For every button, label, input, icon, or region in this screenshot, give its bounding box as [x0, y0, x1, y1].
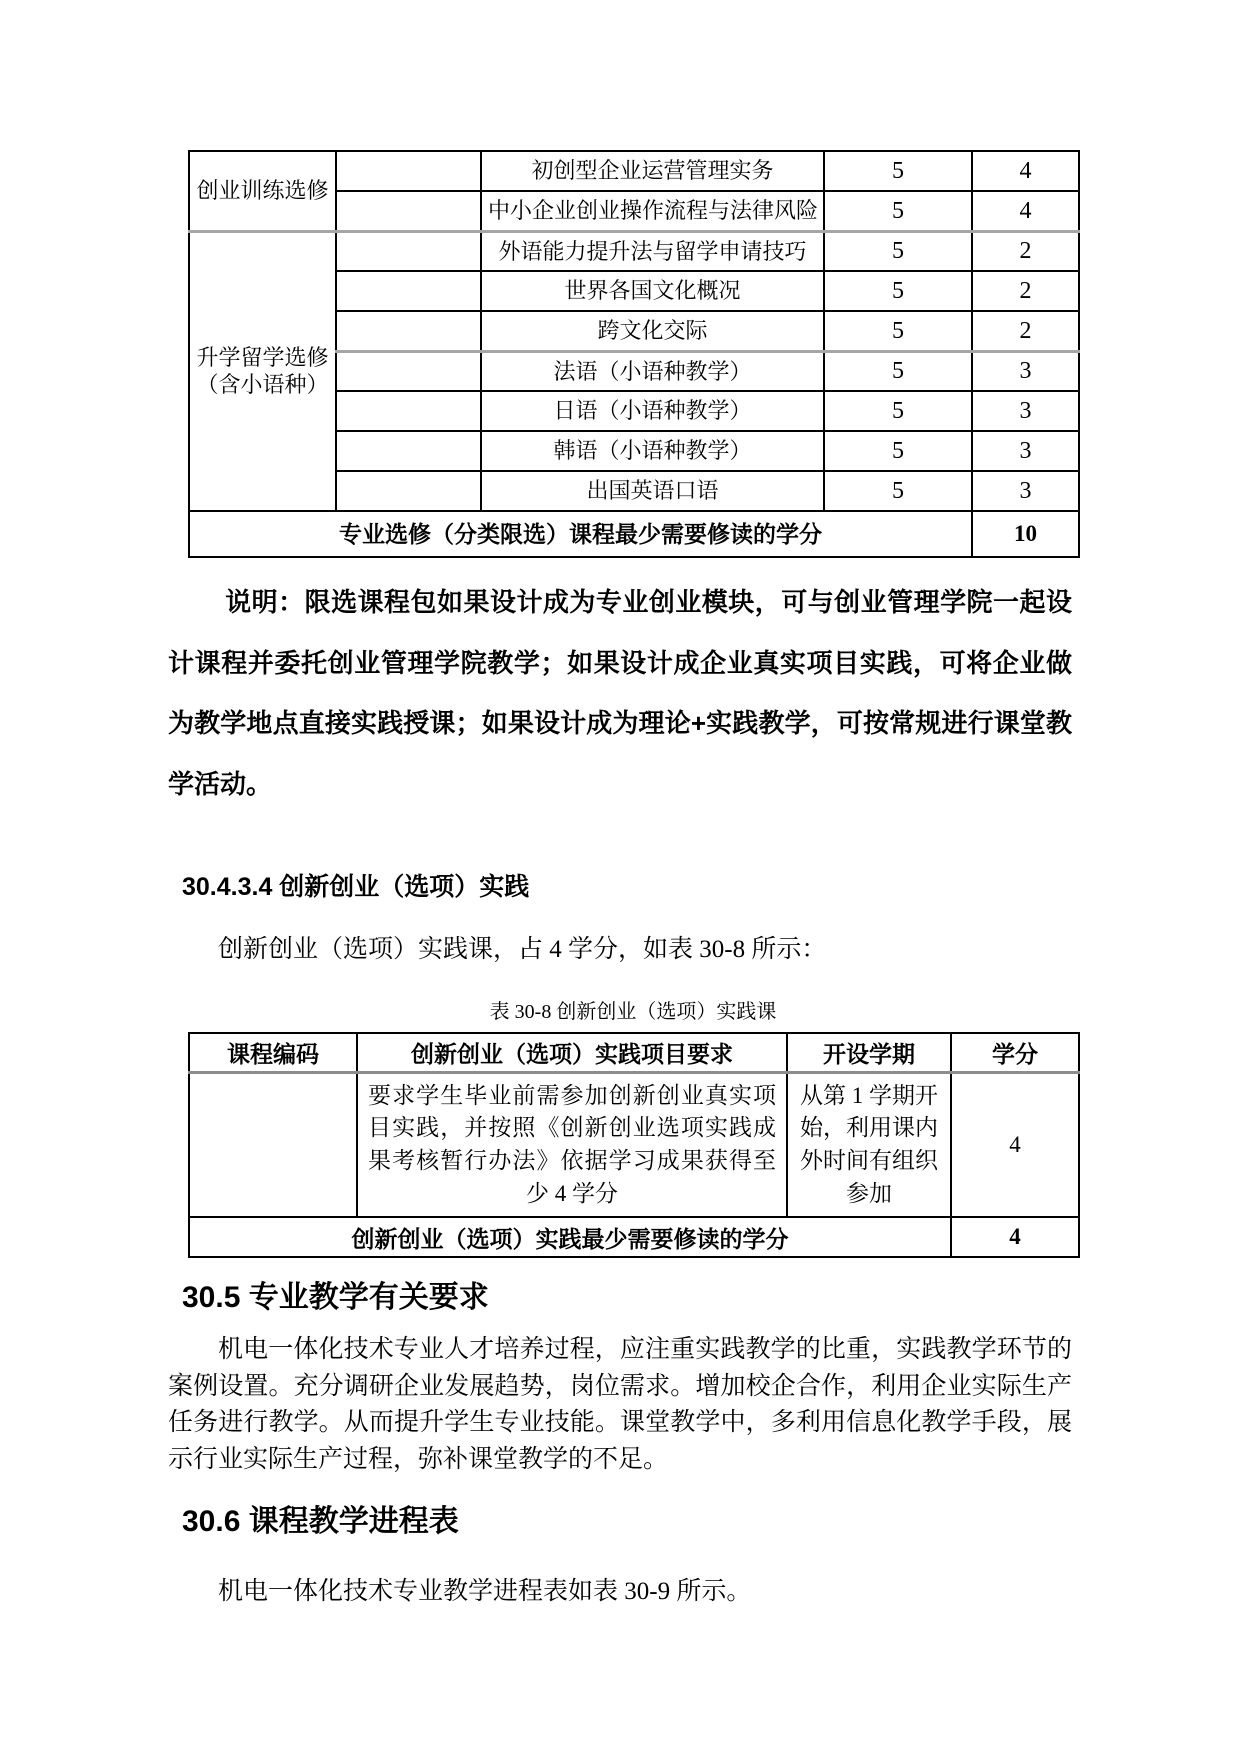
- course-semester: 5: [824, 391, 972, 431]
- table-header-row: [189, 1033, 1079, 1073]
- course-name: 日语（小语种教学）: [481, 391, 824, 431]
- min-credits-value: 4: [951, 1217, 1079, 1257]
- course-credits: 3: [972, 431, 1079, 471]
- schedule-intro-paragraph: 机电一体化技术专业教学进程表如表 30-9 所示。: [218, 1578, 752, 1606]
- header-requirement: 创新创业（选项）实践项目要求: [357, 1033, 787, 1073]
- course-name: 外语能力提升法与留学申请技巧: [481, 231, 824, 271]
- empty-cell: [336, 271, 481, 311]
- course-name: 出国英语口语: [481, 471, 824, 511]
- course-credits: 3: [972, 351, 1079, 391]
- course-group-label: 升学留学选修 （含小语种）: [189, 231, 336, 511]
- table-total-row: [189, 1217, 1079, 1257]
- course-semester: 5: [824, 231, 972, 271]
- semester-cell: 从第 1 学期开始，利用课内外时间有组织参加: [787, 1072, 951, 1217]
- empty-cell: [336, 431, 481, 471]
- practice-row: [189, 1072, 1079, 1217]
- course-semester: 5: [824, 351, 972, 391]
- course-row: [189, 231, 1079, 271]
- course-credits: 3: [972, 471, 1079, 511]
- header-semester: 开设学期: [787, 1033, 951, 1073]
- section-intro-paragraph: 创新创业（选项）实践课，占 4 学分，如表 30-8 所示：: [218, 936, 827, 964]
- course-group-label: 创业训练选修: [189, 151, 336, 231]
- empty-cell: [336, 151, 481, 191]
- course-credits: 2: [972, 271, 1079, 311]
- header-credits: 学分: [951, 1033, 1079, 1073]
- course-credits: 3: [972, 391, 1079, 431]
- header-course-code: 课程编码: [189, 1033, 357, 1073]
- course-semester: 5: [824, 271, 972, 311]
- course-semester: 5: [824, 431, 972, 471]
- requirement-cell: 要求学生毕业前需参加创新创业真实项目实践，并按照《创新创业选项实践成果考核暂行办法》依据学习成果获得至少 4 学分: [357, 1072, 787, 1217]
- empty-cell: [336, 351, 481, 391]
- course-semester: 5: [824, 311, 972, 351]
- table-30-8-caption: 表 30-8 创新创业（选项）实践课: [489, 1000, 777, 1023]
- section-heading-30-6: 30.6 课程教学进程表: [182, 1505, 459, 1539]
- course-name: 世界各国文化概况: [481, 271, 824, 311]
- course-name: 跨文化交际: [481, 311, 824, 351]
- section-heading-30-4-3-4: 30.4.3.4 创新创业（选项）实践: [182, 873, 530, 902]
- teaching-requirements-paragraph: 机电一体化技术专业人才培养过程，应注重实践教学的比重，实践教学环节的案例设置。充分调研企业发展趋势，岗位需求。增加校企合作，利用企业实际生产任务进行教学。从而提升学生专业技能。课堂教学中，多利用信息化教学手段，展示行业实际生产过程，弥补课堂教学的不足。: [168, 1336, 1072, 1473]
- course-name: 初创型企业运营管理实务: [481, 151, 824, 191]
- course-name: 法语（小语种教学）: [481, 351, 824, 391]
- credits-cell: 4: [951, 1072, 1079, 1217]
- course-semester: 5: [824, 151, 972, 191]
- course-credits: 4: [972, 191, 1079, 231]
- min-credits-label: 创新创业（选项）实践最少需要修读的学分: [189, 1217, 951, 1257]
- innovation-practice-table: [188, 1032, 1080, 1259]
- course-name: 中小企业创业操作流程与法律风险: [481, 191, 824, 231]
- empty-cell: [336, 311, 481, 351]
- section-heading-30-5: 30.5 专业教学有关要求: [182, 1281, 489, 1315]
- empty-cell: [336, 391, 481, 431]
- table-total-row: [189, 511, 1079, 557]
- course-credits: 2: [972, 311, 1079, 351]
- course-semester: 5: [824, 191, 972, 231]
- course-credits: 2: [972, 231, 1079, 271]
- course-row: [189, 151, 1079, 191]
- min-credits-value: 10: [972, 511, 1079, 557]
- empty-cell: [336, 471, 481, 511]
- course-semester: 5: [824, 471, 972, 511]
- course-credits: 4: [972, 151, 1079, 191]
- course-name: 韩语（小语种教学）: [481, 431, 824, 471]
- course-code-cell: [189, 1072, 357, 1217]
- min-credits-label: 专业选修（分类限选）课程最少需要修读的学分: [189, 511, 972, 557]
- empty-cell: [336, 231, 481, 271]
- note-paragraph: 说明：限选课程包如果设计成为专业创业模块，可与创业管理学院一起设计课程并委托创业管理学院教学；如果设计成企业真实项目实践，可将企业做为教学地点直接实践授课；如果设计成为理论+实践教学，可按常规进行课堂教学活动。: [168, 587, 1072, 799]
- elective-course-table: [188, 150, 1080, 558]
- empty-cell: [336, 191, 481, 231]
